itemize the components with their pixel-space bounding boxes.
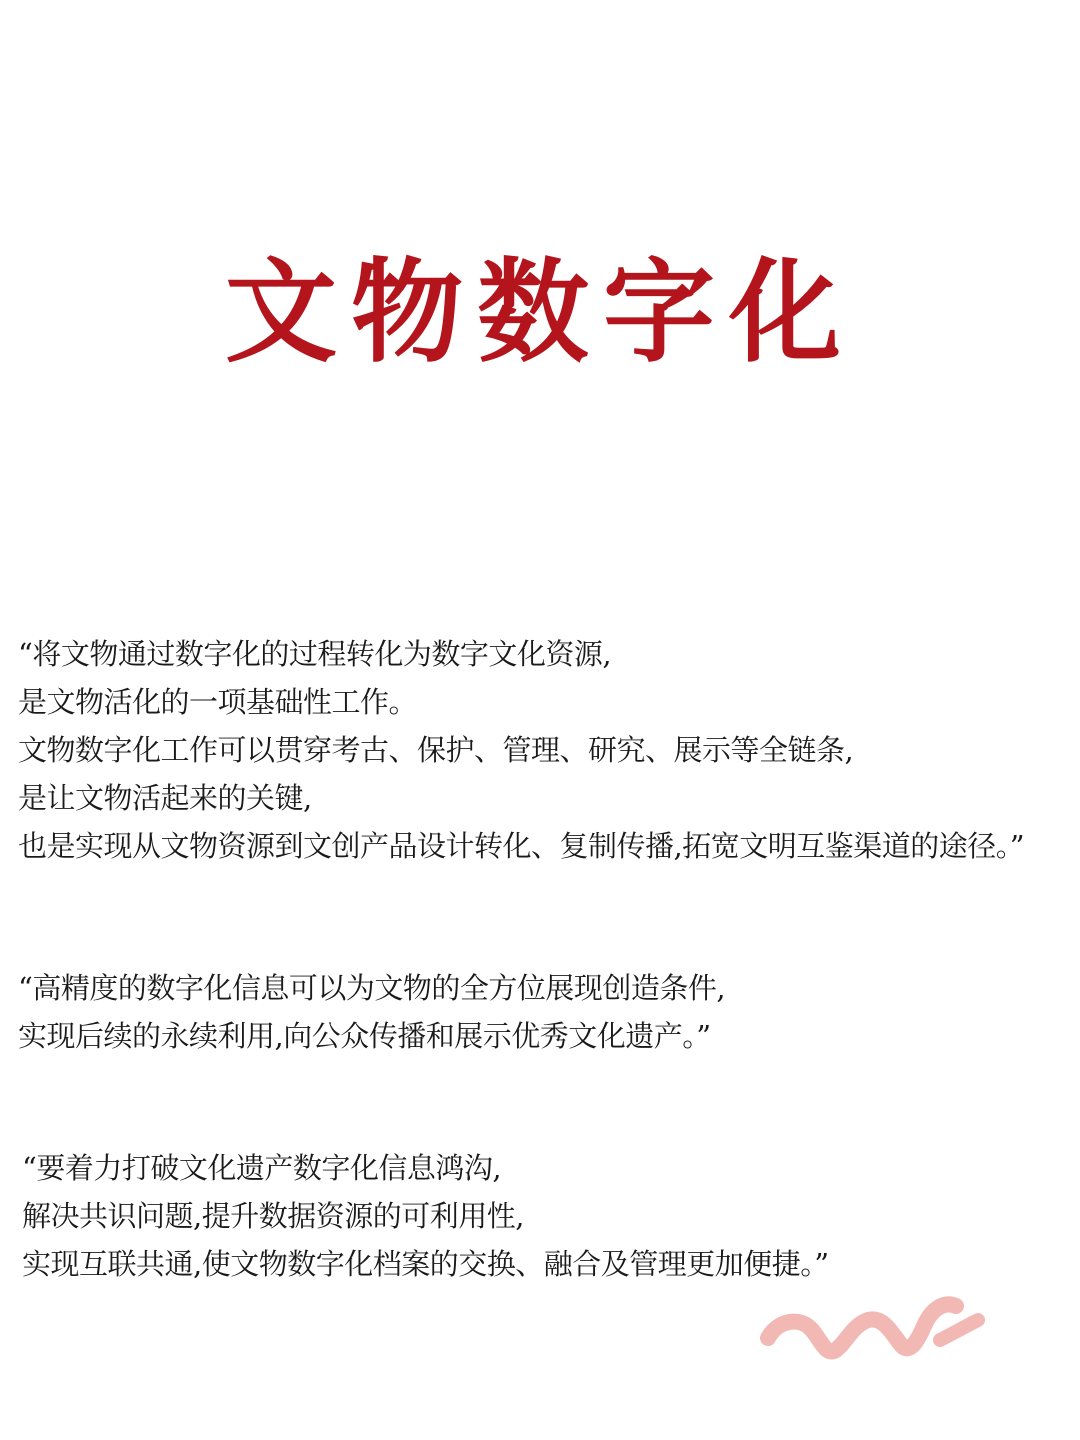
quote-line: “高精度的数字化信息可以为文物的全方位展现创造条件, [18, 971, 726, 1005]
quote-line: 实现互联共通,使文物数字化档案的交换、融合及管理更加便捷。” [22, 1247, 829, 1281]
quote-block-1 [18, 630, 1068, 870]
quote-line: 文物数字化工作可以贯穿考古、保护、管理、研究、展示等全链条, [18, 733, 854, 767]
quote-line: “要着力打破文化遗产数字化信息鸿沟, [22, 1151, 502, 1185]
quote-line: 实现后续的永续利用,向公众传播和展示优秀文化遗产。” [18, 1019, 711, 1053]
quote-line: 也是实现从文物资源到文创产品设计转化、复制传播,拓宽文明互鉴渠道的途径。” [18, 829, 1025, 863]
brush-stroke-icon [760, 1290, 990, 1380]
quote-line: 解决共识问题,提升数据资源的可利用性, [22, 1199, 524, 1233]
quote-line: 是让文物活起来的关键, [18, 781, 312, 815]
quote-line: 是文物活化的一项基础性工作。 [18, 685, 418, 719]
quote-line: “将文物通过数字化的过程转化为数字文化资源, [18, 637, 612, 671]
page-title: 文物数字化 [225, 247, 855, 378]
quote-block-3 [22, 1144, 1072, 1288]
quote-block-2 [18, 964, 1068, 1060]
